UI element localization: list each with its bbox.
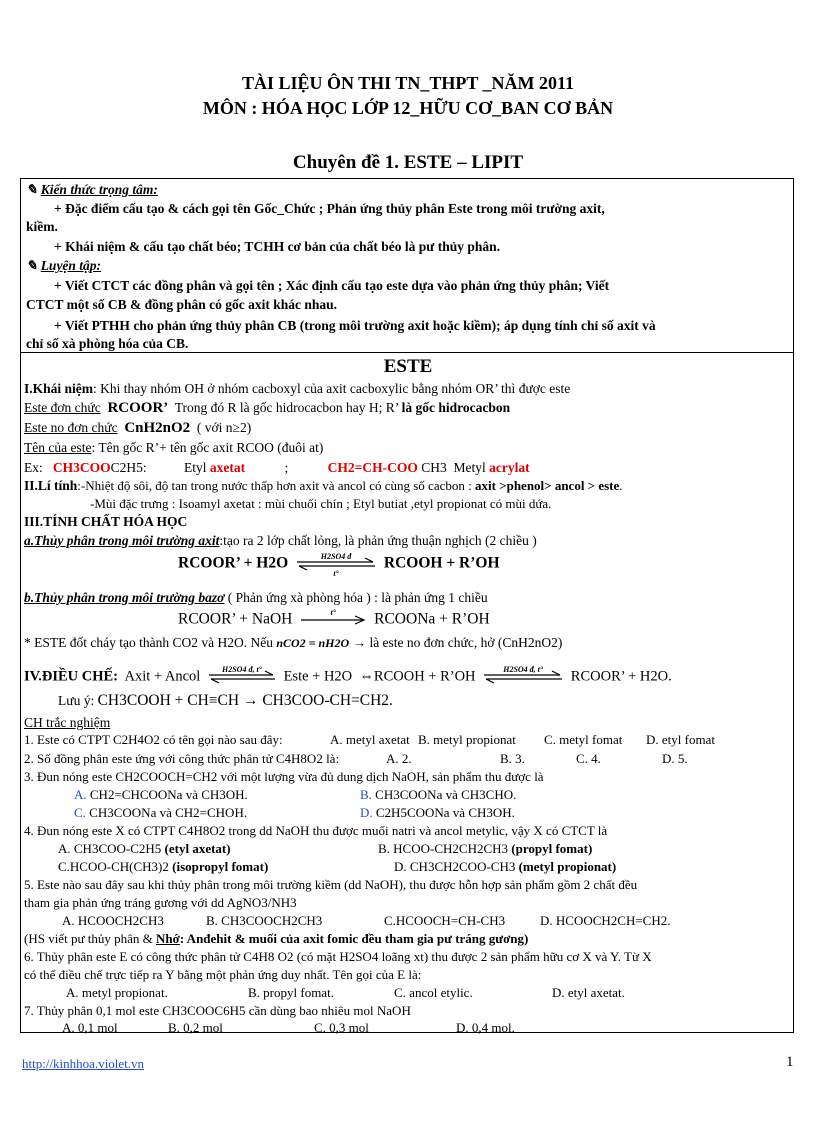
kt-heading: ✎ Kiến thức trọng tâm: bbox=[26, 182, 158, 197]
arrow-right-icon: t° bbox=[299, 610, 367, 630]
base-hydrolysis-equation: RCOOR’ + NaOH t° RCOONa + R’OH bbox=[178, 610, 490, 630]
note-line: Lưu ý: CH3COOH + CH≡CH → CH3COO-CH=CH2. bbox=[58, 692, 393, 709]
combustion-line: * ESTE đốt cháy tạo thành CO2 và H2O. Nếu nCO2 = nH2O → là este no đơn chức, hở (CnH2nO2) bbox=[24, 635, 563, 650]
q7-option-a: A. 0,1 mol bbox=[62, 1020, 118, 1035]
pencil-icon: ✎ bbox=[26, 258, 38, 273]
acid-hydrolysis-equation: RCOOR’ + H2O H2SO4 đ t° RCOOH + R’OH bbox=[178, 552, 500, 578]
q5-option-b: B. CH3COOCH2CH3 bbox=[206, 913, 323, 928]
example-line: Ex: CH3COOC2H5: Etyl axetat ; CH2=CH-COO CH3 Metyl acrylat bbox=[24, 460, 530, 475]
preparation-line: IV.ĐIỀU CHẾ: Axit + Ancol H2SO4 đ, t° Este + H2O ⇔RCOOH + R’OH H2SO4 đ, t° RCOOR’ + H2O. bbox=[24, 667, 672, 687]
q1-option-d: D. etyl fomat bbox=[646, 732, 715, 747]
question-7: 7. Thủy phân 0,1 mol este CH3COOC6H5 cần dùng bao nhiêu mol NaOH bbox=[24, 1003, 411, 1018]
q4-option-a: A. CH3COO-C2H5 (etyl axetat) bbox=[58, 841, 231, 856]
question-3: 3. Đun nóng este CH2COOCH=CH2 với một lượng vừa đủ dung dịch NaOH, sản phẩm thu được là bbox=[24, 769, 544, 784]
lt-item-1: + Viết CTCT các đồng phân và gọi tên ; Xác định cấu tạo este dựa vào phản ứng thủy phân; Viết bbox=[54, 278, 610, 293]
kt-item-1-cont: kiềm. bbox=[26, 219, 58, 234]
q5-option-d: D. HCOOCH2CH=CH2. bbox=[540, 913, 671, 928]
q6-option-b: B. propyl fomat. bbox=[248, 985, 334, 1000]
reversible-arrow-icon: H2SO4 đ, t° bbox=[207, 667, 277, 687]
chem-props-heading: III.TÍNH CHẤT HÓA HỌC bbox=[24, 514, 188, 529]
odor-line: -Mùi đặc trưng : Isoamyl axetat : mùi chuối chín ; Etyl butiat ,etyl propionat có mùi dứa. bbox=[90, 496, 552, 511]
question-4: 4. Đun nóng este X có CTPT C4H8O2 trong dd NaOH thu được muối natri và ancol metylic, vậy X có CTCT là bbox=[24, 823, 608, 838]
q6-option-d: D. etyl axetat. bbox=[552, 985, 625, 1000]
lt-item-2: + Viết PTHH cho phản ứng thủy phân CB (trong môi trường axit hoặc kiềm); áp dụng tính chỉ số axit và bbox=[54, 318, 656, 333]
q7-option-c: C. 0,3 mol bbox=[314, 1020, 369, 1035]
q6-option-a: A. metyl propionat. bbox=[66, 985, 168, 1000]
q1-option-a: A. metyl axetat bbox=[330, 732, 410, 747]
q7-option-b: B. 0,2 mol bbox=[168, 1020, 223, 1035]
q3-option-a: A. CH2=CHCOONa và CH3OH. bbox=[74, 787, 248, 802]
question-5-cont: tham gia phản ứng tráng gương với dd AgNO3/NH3 bbox=[24, 895, 297, 910]
q2-option-b: B. 3. bbox=[500, 751, 525, 766]
q2-option-c: C. 4. bbox=[576, 751, 601, 766]
footer-link[interactable]: http://kinhhoa.violet.vn bbox=[22, 1056, 145, 1071]
lt-item-1-cont: CTCT một số CB & đồng phân có gốc axit khác nhau. bbox=[26, 297, 338, 312]
topic-title: Chuyên đề 1. ESTE – LIPIT bbox=[292, 152, 524, 173]
doc-title-line2: MÔN : HÓA HỌC LỚP 12_HỮU CƠ_BAN CƠ BẢN bbox=[202, 98, 614, 118]
q1-option-b: B. metyl propionat bbox=[418, 732, 516, 747]
definition-line: I.Khái niệm: Khi thay nhóm OH ở nhóm cacboxyl của axit cacboxylic bằng nhóm OR’ thì được este bbox=[24, 381, 571, 396]
kt-item-1: + Đặc điểm cấu tạo & cách gọi tên Gốc_Chức ; Phản ứng thủy phân Este trong môi trường axit, bbox=[54, 201, 605, 216]
q2-option-d: D. 5. bbox=[662, 751, 688, 766]
q2-option-a: A. 2. bbox=[386, 751, 412, 766]
lt-item-2-cont: chỉ số xà phòng hóa của CB. bbox=[26, 336, 189, 351]
saturated-ester-line: Este no đơn chức CnH2nO2 ( với n≥2) bbox=[24, 420, 252, 436]
q1-option-c: C. metyl fomat bbox=[544, 732, 623, 747]
q3-option-b: B. CH3COONa và CH3CHO. bbox=[360, 787, 517, 802]
q3-option-c: C. CH3COONa và CH2=CHOH. bbox=[74, 805, 248, 820]
q5-option-a: A. HCOOCH2CH3 bbox=[62, 913, 164, 928]
physical-props-line: II.Lí tính:-Nhiệt độ sôi, độ tan trong nước thấp hơn axit và ancol có cùng số cacbon : axit >phenol> ancol > este. bbox=[24, 478, 623, 493]
q5-note: (HS viết pư thủy phân & Nhớ: Anđehit & muối của axit fomic đều tham gia pư tráng gương) bbox=[24, 931, 529, 946]
question-6: 6. Thủy phân este E có công thức phân tử C4H8 O2 (có mặt H2SO4 loãng xt) thu được 2 sản phẩm hữu cơ X và Y. Từ X bbox=[24, 949, 652, 964]
q7-option-d: D. 0,4 mol. bbox=[456, 1020, 515, 1035]
reversible-arrow-icon: H2SO4 đ t° bbox=[295, 554, 377, 574]
q5-option-c: C.HCOOCH=CH-CH3 bbox=[384, 913, 506, 928]
acid-hydrolysis-line: a.Thủy phân trong môi trường axit:tạo ra 2 lớp chất lỏng, là phản ứng thuận nghịch (2 chiều ) bbox=[24, 533, 537, 548]
section-title: ESTE bbox=[383, 356, 433, 377]
question-1: 1. Este có CTPT C2H4O2 có tên gọi nào sau đây: bbox=[24, 732, 283, 747]
base-hydrolysis-line: b.Thủy phân trong môi trường bazơ ( Phản ứng xà phòng hóa ) : là phản ứng 1 chiều bbox=[24, 590, 488, 605]
question-2: 2. Số đồng phân este ứng với công thức phân tử C4H8O2 là: bbox=[24, 751, 340, 766]
page-number: 1 bbox=[786, 1054, 794, 1070]
q4-option-b: B. HCOO-CH2CH2CH3 (propyl fomat) bbox=[378, 841, 593, 856]
lt-heading: ✎ Luyện tập: bbox=[26, 258, 102, 273]
q4-option-d: D. CH3CH2COO-CH3 (metyl propionat) bbox=[394, 859, 617, 874]
single-ester-line: Este đơn chức RCOOR’ Trong đó R là gốc hidrocacbon hay H; R’ là gốc hidrocacbon bbox=[24, 400, 511, 416]
naming-line: Tên của este: Tên gốc R’+ tên gốc axit RCOO (đuôi at) bbox=[24, 440, 324, 455]
q6-option-c: C. ancol etylic. bbox=[394, 985, 473, 1000]
q3-option-d: D. C2H5COONa và CH3OH. bbox=[360, 805, 515, 820]
kt-item-2: + Khái niệm & cấu tạo chất béo; TCHH cơ bản của chất béo là pư thủy phân. bbox=[54, 239, 501, 254]
q4-option-c: C.HCOO-CH(CH3)2 (isopropyl fomat) bbox=[58, 859, 269, 874]
quiz-heading: CH trắc nghiệm bbox=[24, 715, 111, 730]
question-5: 5. Este nào sau đây sau khi thủy phân trong môi trường kiềm (dd NaOH), thu được hỗn hợp sản phẩm gồm 2 chất đều bbox=[24, 877, 638, 892]
question-6-cont: có thể điều chế trực tiếp ra Y bằng một phản ứng duy nhất. Tên gọi của E là: bbox=[24, 967, 422, 982]
reversible-arrow-icon: H2SO4 đ, t° bbox=[482, 667, 564, 687]
doc-title-line1: TÀI LIỆU ÔN THI TN_THPT _NĂM 2011 bbox=[241, 73, 575, 93]
pencil-icon: ✎ bbox=[26, 182, 38, 197]
